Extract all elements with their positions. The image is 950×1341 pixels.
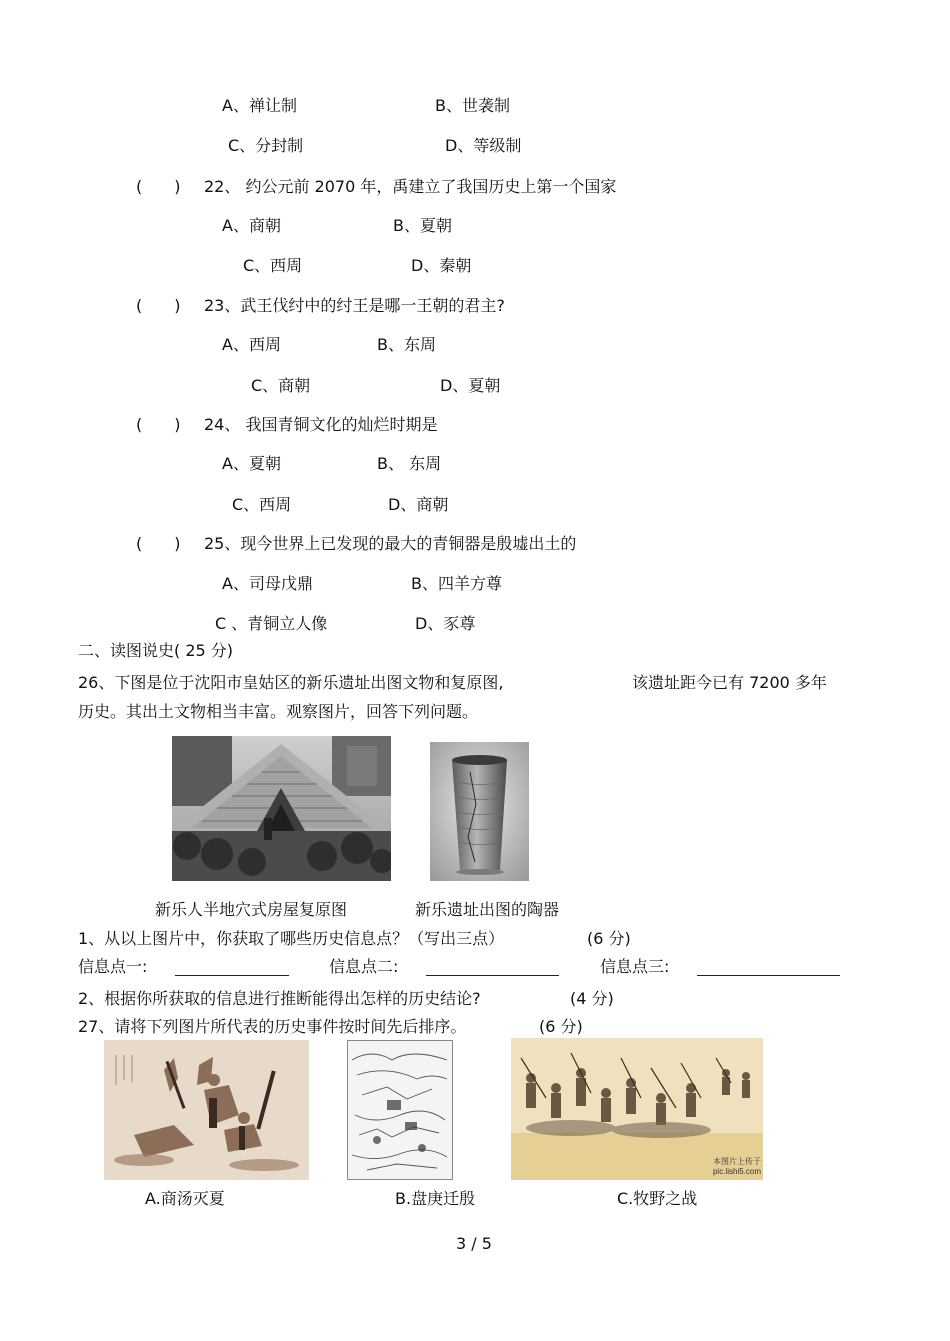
caption-c: C.牧野之战: [617, 1189, 698, 1208]
q26-sub2: 2、根据你所获取的信息进行推断能得出怎样的历史结论?: [78, 989, 481, 1008]
q22-option-a: A、商朝: [222, 216, 281, 235]
q24-option-b: B、 东周: [377, 454, 442, 473]
q24-answer-paren: ( ): [136, 415, 181, 434]
q26-stem-part1: 26、下图是位于沈阳市皇姑区的新乐遗址出图文物和复原图,: [78, 673, 504, 692]
info-point-1-blank[interactable]: [175, 975, 289, 976]
q25-answer-paren: ( ): [136, 534, 181, 553]
caption-pottery: 新乐遗址出图的陶器: [415, 900, 560, 919]
q26-sub1-score: (6 分): [587, 929, 631, 948]
info-point-2-label: 信息点二:: [329, 957, 399, 976]
q25-option-b: B、四羊方尊: [411, 574, 502, 593]
q23-option-a: A、西周: [222, 335, 281, 354]
pottery-vessel-photo: [430, 742, 529, 881]
q25-option-a: A、司母戊鼎: [222, 574, 313, 593]
q21-option-a: A、禅让制: [222, 96, 297, 115]
info-point-2-blank[interactable]: [426, 975, 559, 976]
q25-option-c: C 、青铜立人像: [215, 614, 328, 633]
q26-stem-part2: 该遗址距今已有 7200 多年: [632, 673, 827, 692]
q24-option-d: D、商朝: [388, 495, 449, 514]
q26-stem-line2: 历史。其出土文物相当丰富。观察图片，回答下列问题。: [78, 702, 479, 721]
info-point-1-label: 信息点一:: [78, 957, 148, 976]
painting-shang-conquers-xia: [104, 1040, 309, 1180]
q27-score: (6 分): [539, 1017, 583, 1036]
q22-option-d: D、秦朝: [411, 256, 472, 275]
section-heading: 二、读图说史( 25 分): [78, 641, 234, 660]
house-reconstruction-photo: [172, 736, 391, 881]
painting-battle-of-muye: [511, 1038, 763, 1180]
q25-stem: 25、现今世界上已发现的最大的青铜器是殷墟出土的: [204, 534, 577, 553]
q22-option-c: C、西周: [243, 256, 303, 275]
q24-option-a: A、夏朝: [222, 454, 281, 473]
q23-option-d: D、夏朝: [440, 376, 501, 395]
q25-option-d: D、豕尊: [415, 614, 476, 633]
watermark-line-1: 本图片上传于: [713, 1157, 761, 1166]
caption-b: B.盘庚迁殷: [395, 1189, 476, 1208]
q23-option-b: B、东周: [377, 335, 436, 354]
q21-option-b: B、世袭制: [435, 96, 510, 115]
page-number: 3 / 5: [456, 1234, 492, 1253]
caption-house: 新乐人半地穴式房屋复原图: [155, 900, 348, 919]
q21-option-c: C、分封制: [228, 136, 304, 155]
q26-sub2-score: (4 分): [570, 989, 614, 1008]
q27-stem: 27、请将下列图片所代表的历史事件按时间先后排序。: [78, 1017, 467, 1036]
q24-option-c: C、西周: [232, 495, 292, 514]
painting-pangeng-moves-capital: [347, 1040, 453, 1180]
info-point-3-label: 信息点三:: [600, 957, 670, 976]
q26-sub1: 1、从以上图片中，你获取了哪些历史信息点？（写出三点）: [78, 929, 505, 948]
q23-stem: 23、武王伐纣中的纣王是哪一王朝的君主?: [204, 296, 505, 315]
caption-a: A.商汤灭夏: [145, 1189, 225, 1208]
q22-stem: 22、 约公元前 2070 年，禹建立了我国历史上第一个国家: [204, 177, 617, 196]
info-point-3-blank[interactable]: [697, 975, 840, 976]
q24-stem: 24、 我国青铜文化的灿烂时期是: [204, 415, 438, 434]
watermark-line-2: pic.lishi5.com: [712, 1167, 761, 1176]
q23-option-c: C、商朝: [251, 376, 311, 395]
q23-answer-paren: ( ): [136, 296, 181, 315]
q21-option-d: D、等级制: [445, 136, 522, 155]
q22-answer-paren: ( ): [136, 177, 181, 196]
q22-option-b: B、夏朝: [393, 216, 452, 235]
